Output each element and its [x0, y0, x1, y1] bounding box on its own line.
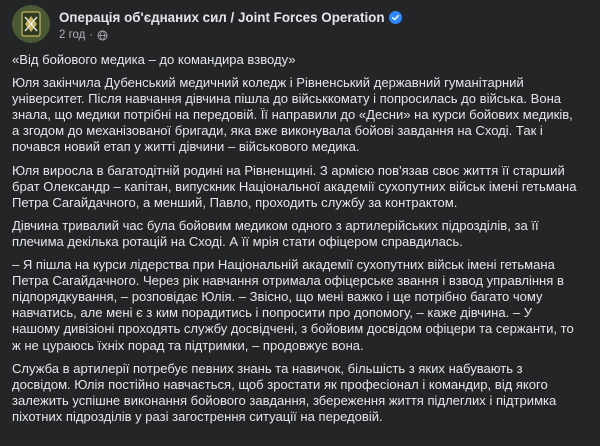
meta-separator: ·: [89, 29, 94, 41]
post-meta: [59, 28, 402, 42]
post-timestamp[interactable]: 2 год: [59, 29, 86, 41]
verified-badge-icon: [389, 11, 402, 24]
page-avatar[interactable]: [12, 5, 50, 43]
post-paragraph: – Я пішла на курси лідерства при Національній академії сухопутних військ імені гетьмана Петра Сагайдачного. Через рік навчання отримала офіцерське звання і взвод управління в підпорядкування, – розповідає Юлія. – Звісно, що мені важко і ще потрібно багато чому навчатись, але мені є з ким порадитись і попросити про допомогу, – каже дівчина. – У нашому дивізіоні проходять службу досвідчені, з бойовим досвідом офіцери та сержанти, то ж не цураюсь їхніх порад та підтримки, – продовжує вона.: [12, 257, 574, 353]
post-paragraph: Юля закінчила Дубенський медичний коледж і Рівненський державний гуманітарний університет. Після навчання дівчина пішла до військкомату і попросилась до війська. Вона знала, що медики потрібні на передовій. Її направили до «Десни» на курси бойових медиків, а згодом до механізованої бригади, яка вже виконувала бойові завдання на Сході. Так і почався новий етап у житті дівчини – військового медика.: [12, 75, 573, 155]
military-emblem-icon: [12, 5, 50, 43]
globe-icon[interactable]: [97, 30, 108, 41]
post-body: [12, 52, 590, 432]
post-header: [12, 5, 402, 43]
page-name-row: [59, 9, 402, 26]
post-paragraph-title: «Від бойового медика – до командира взводу»: [12, 52, 296, 67]
post-paragraph: Юля виросла в багатодітній родині на Рівненщині. З армією пов'язав своє життя її старший брат Олександр – капітан, випускник Національної академії сухопутних військ імені гетьмана Петра Сагайдачного, а менший, Павло, проходить службу за контрактом.: [12, 162, 577, 210]
header-text: [59, 9, 402, 42]
post-paragraph: Дівчина тривалий час була бойовим медиком одного з артилерійських підрозділів, за її плечима декілька ротацій на Сході. А її мрія стати офіцером справдилась.: [12, 217, 539, 249]
post-paragraph: Служба в артилерії потребує певних знань та навичок, більшість з яких набувають з досвідом. Юлія постійно навчається, щоб зростати як професіонал і командир, від якого залежить успішне виконання бойового завдання, збереження життя підлеглих і підтримка піхотних підрозділів у разі загострення ситуації на передовій.: [12, 360, 557, 424]
page-name[interactable]: Операція об'єднаних сил / Joint Forces Operation: [59, 10, 385, 25]
